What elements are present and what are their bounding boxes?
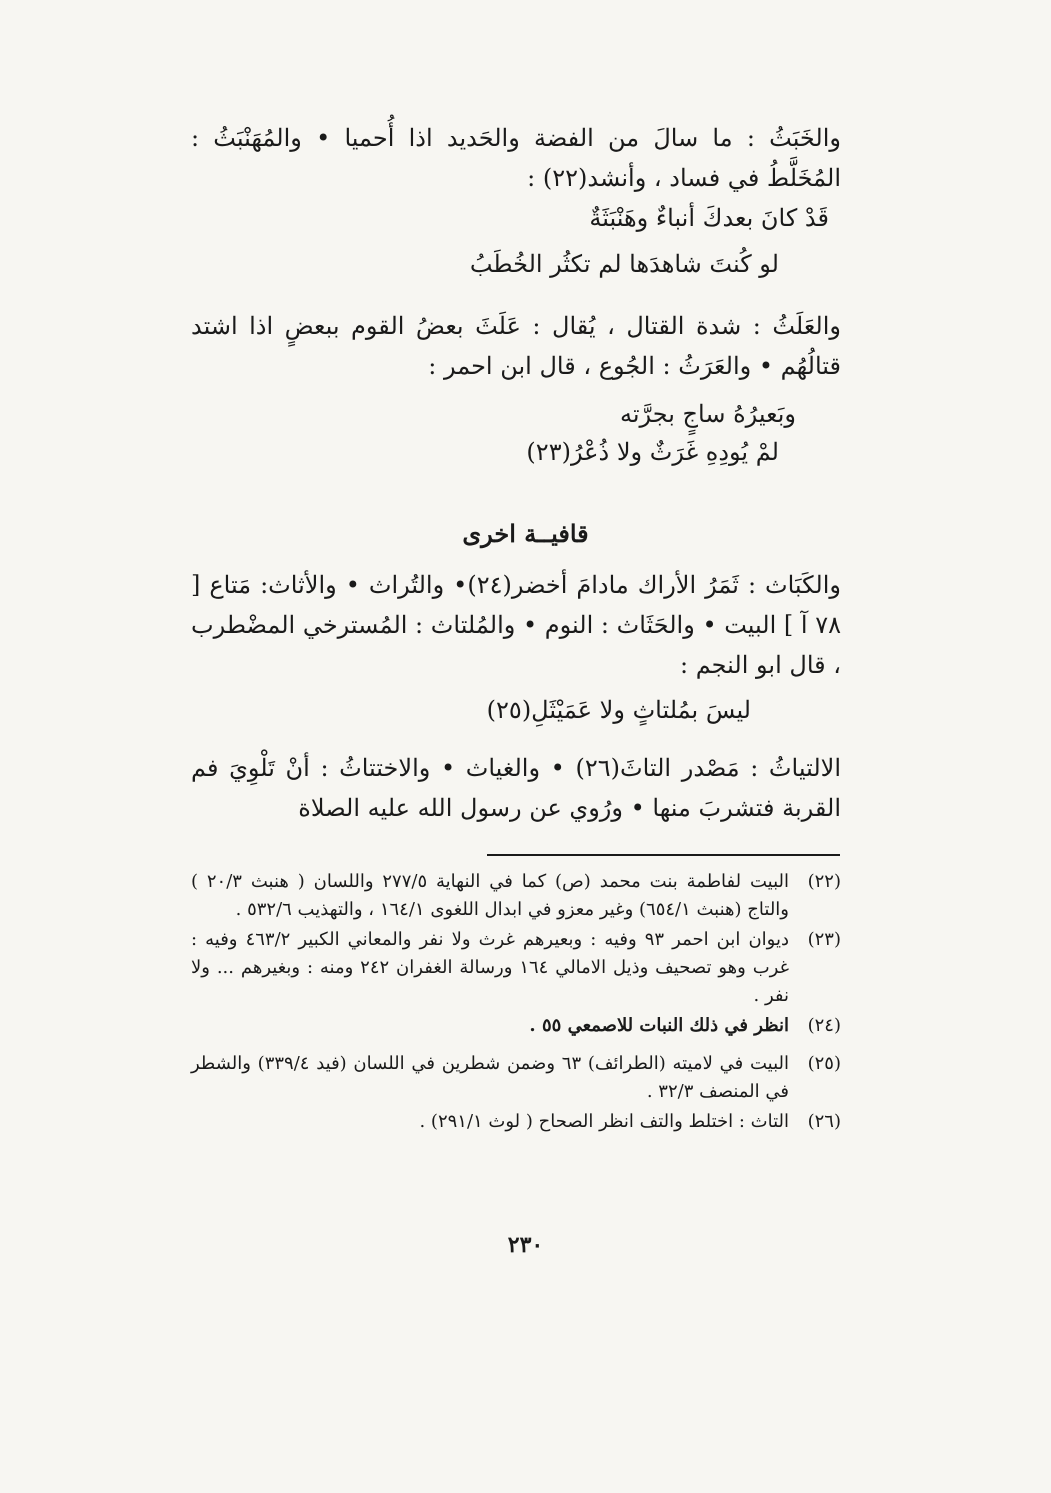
footnote-item bbox=[191, 1050, 841, 1106]
footnote-text: البيت لفاطمة بنت محمد (ص) كما في النهاية ٢٧٧/٥ واللسان ( هنبث ٢٠/٣ ) والتاج (هنبث ٦٥٤/١) وغير معزو في ابدال اللغوى ١٦٤/١ ، والتهذيب ٥٣٢/٦ . bbox=[191, 871, 790, 920]
footnote-item bbox=[191, 1012, 841, 1040]
footnote-text: التاث : اختلط والتف انظر الصحاح ( لوث ٢٩١/١) . bbox=[419, 1111, 789, 1132]
footnote-number: (٢٤) bbox=[807, 1015, 841, 1036]
footnote-separator bbox=[487, 854, 840, 856]
footnote-text: البيت في لاميته (الطرائف) ٦٣ وضمن شطرين في اللسان (فيد ٣٣٩/٤) والشطر في المنصف ٣٢/٣ . bbox=[191, 1053, 789, 1102]
paragraph-alath: والعَلَثُ : شدة القتال ، يُقال : عَلَثَ بعضُ القوم ببعضٍ اذا اشتد قتالُهُم • والعَرَثُ : الجُوع ، قال ابن احمر : bbox=[191, 312, 841, 380]
paragraph-kabath: والكَبَاث : ثَمَرُ الأراك مادامَ أخضر(٢٤)• والتُراث • والأثاث: مَتاع [ ٧٨ آ ] البيت • والحَثَاث : النوم • والمُلتاث : المُسترخي المضْطرب ، قال ابو النجم : bbox=[191, 571, 841, 679]
footnote-number: (٢٥) bbox=[807, 1053, 841, 1074]
verse-line: لو كُنتَ شاهدَها لم تكثُر الخُطَبُ bbox=[469, 250, 779, 278]
footnote-item bbox=[191, 926, 841, 1010]
footnote-text: انظر في ذلك النبات للاصمعي ٥٥ . bbox=[529, 1015, 789, 1036]
footnote-item bbox=[191, 868, 841, 924]
paragraph-iltiyath: الالتياثُ : مَصْدر التاثَ(٢٦) • والغياث • والاختتاثُ : أنْ تَلْوِيَ فم القربة فتشربَ منها • ورُوي عن رسول الله عليه الصلاة bbox=[191, 754, 841, 822]
section-title: قافيــة اخرى bbox=[462, 519, 589, 548]
paragraph-khabath: والخَبَثُ : ما سالَ من الفضة والحَديد اذا أُحميا • والمُهَنْبَثُ : المُخَلَّطُ في فساد ، وأنشد(٢٢) : bbox=[191, 124, 841, 192]
verse-line: ليسَ بمُلتاثٍ ولا عَمَيْثَلِ(٢٥) bbox=[486, 696, 751, 724]
footnote-item bbox=[191, 1108, 841, 1136]
verse-line: لمْ يُودِهِ غَرَثٌ ولا ذُعْرُ(٢٣) bbox=[526, 438, 779, 466]
footnote-text: ديوان ابن احمر ٩٣ وفيه : وبعيرهم غرث ولا نفر والمعاني الكبير ٤٦٣/٢ وفيه : غرب وهو تصحيف وذيل الامالي ١٦٤ ورسالة الغفران ٢٤٢ ومنه : وبغيرهم ... ولا نفر . bbox=[191, 929, 789, 1006]
verse-line: وبَعيرُهُ ساجٍ بجرَّته bbox=[619, 400, 796, 428]
footnote-number: (٢٣) bbox=[807, 929, 841, 950]
footnote-number: (٢٦) bbox=[807, 1111, 841, 1132]
footnotes bbox=[191, 868, 841, 1138]
verse-line: قَدْ كانَ بعدكَ أنباءٌ وهَنْبَثَةٌ bbox=[589, 204, 829, 232]
page-number: ٢٣٠ bbox=[507, 1232, 544, 1258]
footnote-number: (٢٢) bbox=[807, 871, 841, 892]
